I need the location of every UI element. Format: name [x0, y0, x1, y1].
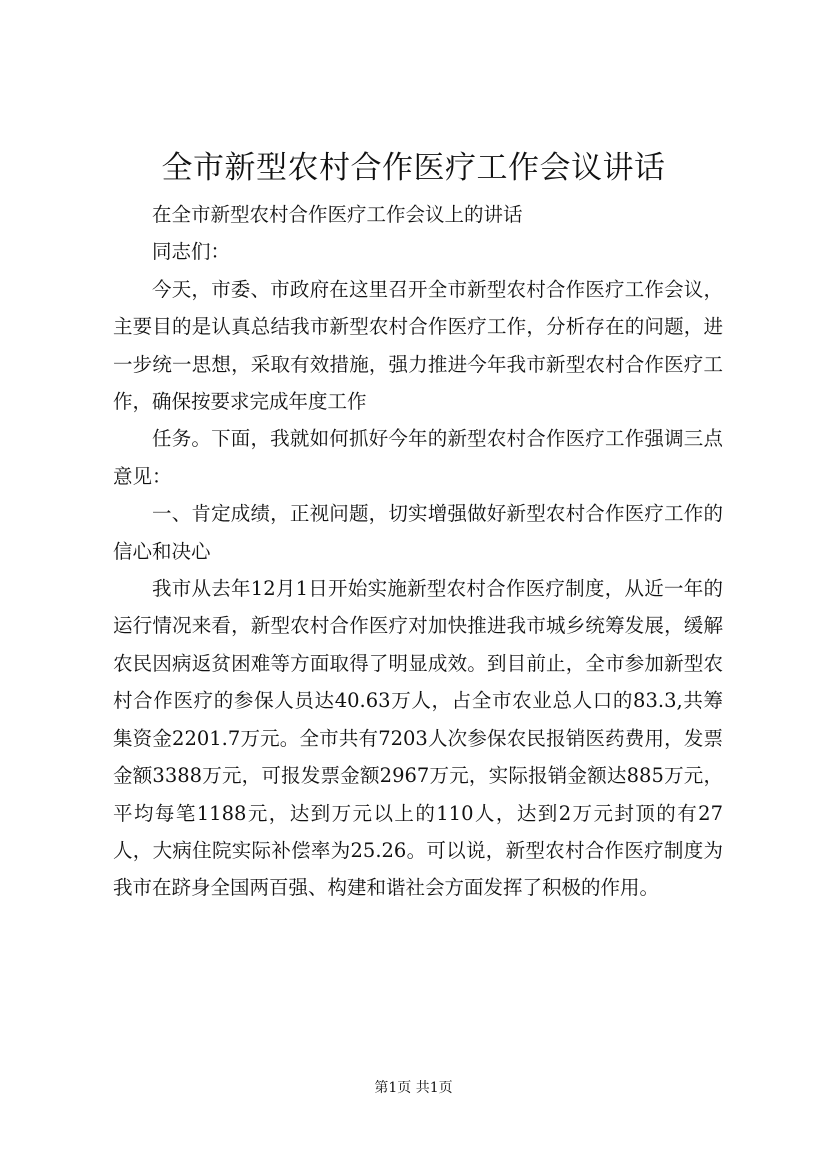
salutation-paragraph: 同志们： [152, 240, 231, 264]
document-title: 全市新型农村合作医疗工作会议讲话 [161, 150, 666, 186]
section-heading-paragraph: 一、肯定成绩，正视问题，切实增强做好新型农村合作医疗工作的信心和决心 [113, 502, 723, 563]
achievements-paragraph: 我市从去年12月1日开始实施新型农村合作医疗制度，从近一年的运行情况来看，新型农村合作医疗对加快推进我市城乡统筹发展，缓解农民因病返贫困难等方面取得了明显成效。到目前止，全市参加新型农村合作医疗的参保人员达40.63万人，占全市农业总人口的83.3,共筹集资金2201.7万元。全市共有7203人次参保农民报销医药费用，发票金额3388万元，可报发票金额2967万元，实际报销金额达885万元，平均每笔1188元，达到万元以上的110人，达到2万元封顶的有27人，大病住院实际补偿率为25.26。可以说，新型农村合作医疗制度为我市在跻身全国两百强、构建和谐社会方面发挥了积极的作用。 [113, 577, 723, 900]
subtitle-paragraph: 在全市新型农村合作医疗工作会议上的讲话 [152, 203, 523, 226]
document-body [113, 196, 723, 907]
intro-paragraph: 今天，市委、市政府在这里召开全市新型农村合作医疗工作会议，主要目的是认真总结我市新型农村合作医疗工作，分析存在的问题，进一步统一思想，采取有效措施，强力推进今年我市新型农村合作医疗工作，确保按要求完成年度工作 [113, 277, 723, 414]
page-footer: 第1页 共1页 [374, 1080, 453, 1096]
task-paragraph: 任务。下面，我就如何抓好今年的新型农村合作医疗工作强调三点意见： [113, 427, 723, 488]
